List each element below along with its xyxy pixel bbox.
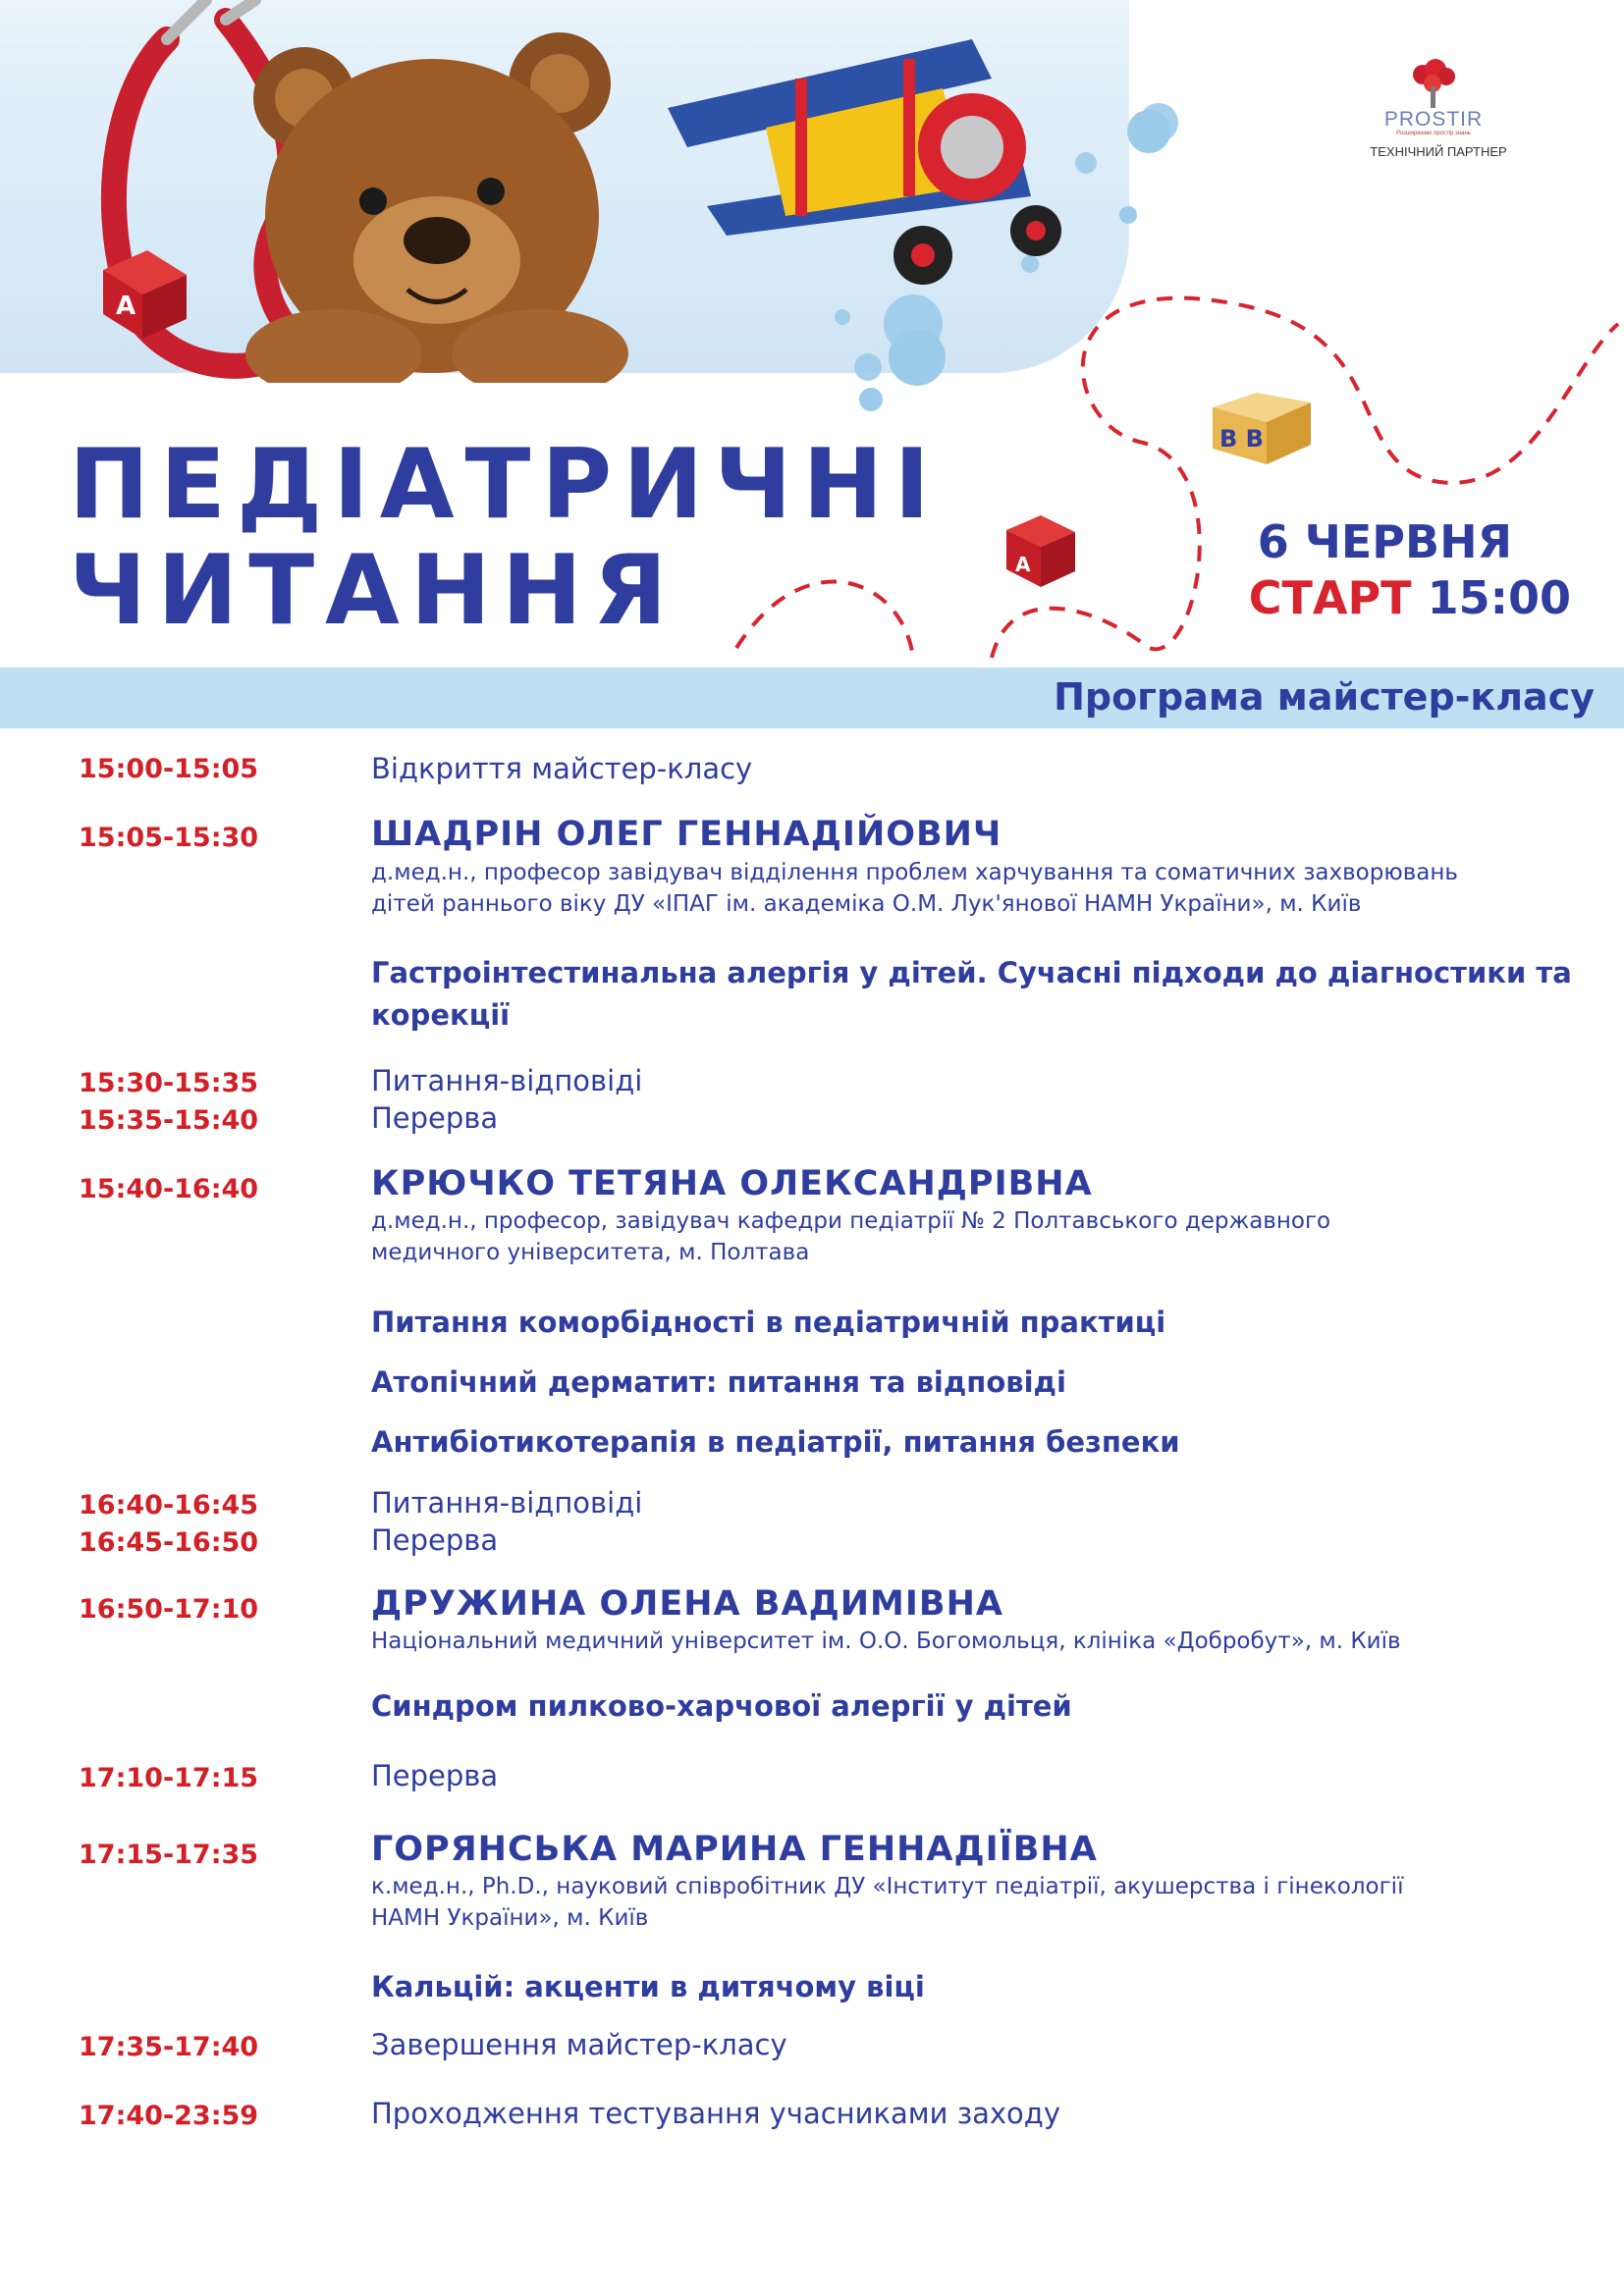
talk-topic: Гастроінтестинальна алергія у дітей. Сучасні підходи до діагностики та корекції bbox=[371, 956, 1572, 1032]
time-slot: 15:05-15:30 bbox=[79, 823, 259, 853]
session-title: Перерва bbox=[371, 1759, 499, 1792]
page-title bbox=[69, 429, 941, 647]
talk-topic: Антибіотикотерапія в педіатрії, питання безпеки bbox=[371, 1425, 1180, 1459]
speaker-name: КРЮЧКО ТЕТЯНА ОЛЕКСАНДРІВНА bbox=[371, 1164, 1093, 1203]
affiliation-line: к.мед.н., Ph.D., науковий співробітник ДУ «Інститут педіатрії, акушерства і гінекології bbox=[371, 1874, 1404, 1899]
session-title: Перерва bbox=[371, 1523, 499, 1557]
toy-airplane-illustration bbox=[648, 20, 1139, 304]
affiliation-line: медичного університета, м. Полтава bbox=[371, 1240, 810, 1265]
time-slot: 17:40-23:59 bbox=[79, 2101, 259, 2131]
letter-cube-icon bbox=[93, 245, 191, 344]
speaker-name: ШАДРІН ОЛЕГ ГЕННАДІЙОВИЧ bbox=[371, 815, 1002, 854]
session-title: Питання-відповіді bbox=[371, 1064, 643, 1097]
logo-tagline: Розширюємо простір знань bbox=[1396, 131, 1471, 136]
start-time-line bbox=[1159, 571, 1571, 624]
title-line-2: ЧИТАННЯ bbox=[69, 535, 678, 647]
time-slot: 16:40-16:45 bbox=[79, 1490, 259, 1521]
talk-topic: Синдром пилково-харчової алергії у дітей bbox=[371, 1689, 1072, 1723]
time-slot: 17:15-17:35 bbox=[79, 1840, 259, 1870]
time-slot: 15:00-15:05 bbox=[79, 754, 259, 784]
title-line-1: ПЕДІАТРИЧНІ bbox=[69, 429, 941, 541]
session-title: Завершення майстер-класу bbox=[371, 2028, 787, 2061]
svg-text:A: A bbox=[116, 292, 136, 321]
start-label: СТАРТ bbox=[1248, 571, 1412, 624]
speaker-affiliation bbox=[371, 857, 1579, 920]
logo-name: PROSTIR bbox=[1383, 108, 1484, 131]
time-slot: 16:50-17:10 bbox=[79, 1594, 259, 1625]
teddy-bear-illustration bbox=[226, 29, 658, 383]
affiliation-line: д.мед.н., професор, завідувач кафедри педіатрії № 2 Полтавського державного bbox=[371, 1208, 1331, 1234]
speaker-affiliation bbox=[371, 1626, 1579, 1657]
time-slot: 15:35-15:40 bbox=[79, 1105, 259, 1136]
session-title: Проходження тестування учасниками заходу bbox=[371, 2097, 1061, 2130]
svg-text:A: A bbox=[1015, 553, 1031, 576]
time-slot: 16:45-16:50 bbox=[79, 1527, 259, 1558]
talk-topic: Питання коморбідності в педіатричній практиці bbox=[371, 1306, 1166, 1339]
session-title: Перерва bbox=[371, 1101, 499, 1135]
time-slot: 17:35-17:40 bbox=[79, 2032, 259, 2062]
speaker-name: ДРУЖИНА ОЛЕНА ВАДИМІВНА bbox=[371, 1584, 1003, 1624]
prostir-logo-icon bbox=[1409, 59, 1458, 112]
speaker-name: ГОРЯНСЬКА МАРИНА ГЕННАДІЇВНА bbox=[371, 1830, 1098, 1869]
time-slot: 17:10-17:15 bbox=[79, 1763, 259, 1793]
session-title: Питання-відповіді bbox=[371, 1486, 643, 1520]
program-banner-title: Програма майстер-класу bbox=[1054, 675, 1595, 719]
session-title: Відкриття майстер-класу bbox=[371, 752, 753, 785]
technical-partner-label: ТЕХНІЧНИЙ ПАРТНЕР bbox=[1370, 144, 1507, 159]
talk-topic: Атопічний дерматит: питання та відповіді bbox=[371, 1365, 1066, 1399]
speaker-affiliation bbox=[371, 1871, 1579, 1934]
event-date: 6 ЧЕРВНЯ bbox=[1257, 515, 1512, 568]
time-slot: 15:30-15:35 bbox=[79, 1068, 259, 1098]
affiliation-line: дітей раннього віку ДУ «ІПАГ ім. академіка О.М. Лук'янової НАМН України», м. Київ bbox=[371, 891, 1362, 917]
talk-topic: Кальцій: акценти в дитячому віці bbox=[371, 1970, 925, 2003]
time-slot: 15:40-16:40 bbox=[79, 1174, 259, 1204]
affiliation-line: НАМН України», м. Київ bbox=[371, 1905, 649, 1931]
affiliation-line: Національний медичний університет ім. О.О. Богомольця, клініка «Добробут», м. Київ bbox=[371, 1629, 1401, 1654]
start-time: 15:00 bbox=[1427, 571, 1571, 624]
svg-text:B B: B B bbox=[1219, 425, 1264, 453]
program-banner bbox=[0, 667, 1624, 728]
affiliation-line: д.мед.н., професор завідувач відділення проблем харчування та соматичних захворювань bbox=[371, 860, 1458, 885]
speaker-affiliation bbox=[371, 1205, 1579, 1268]
